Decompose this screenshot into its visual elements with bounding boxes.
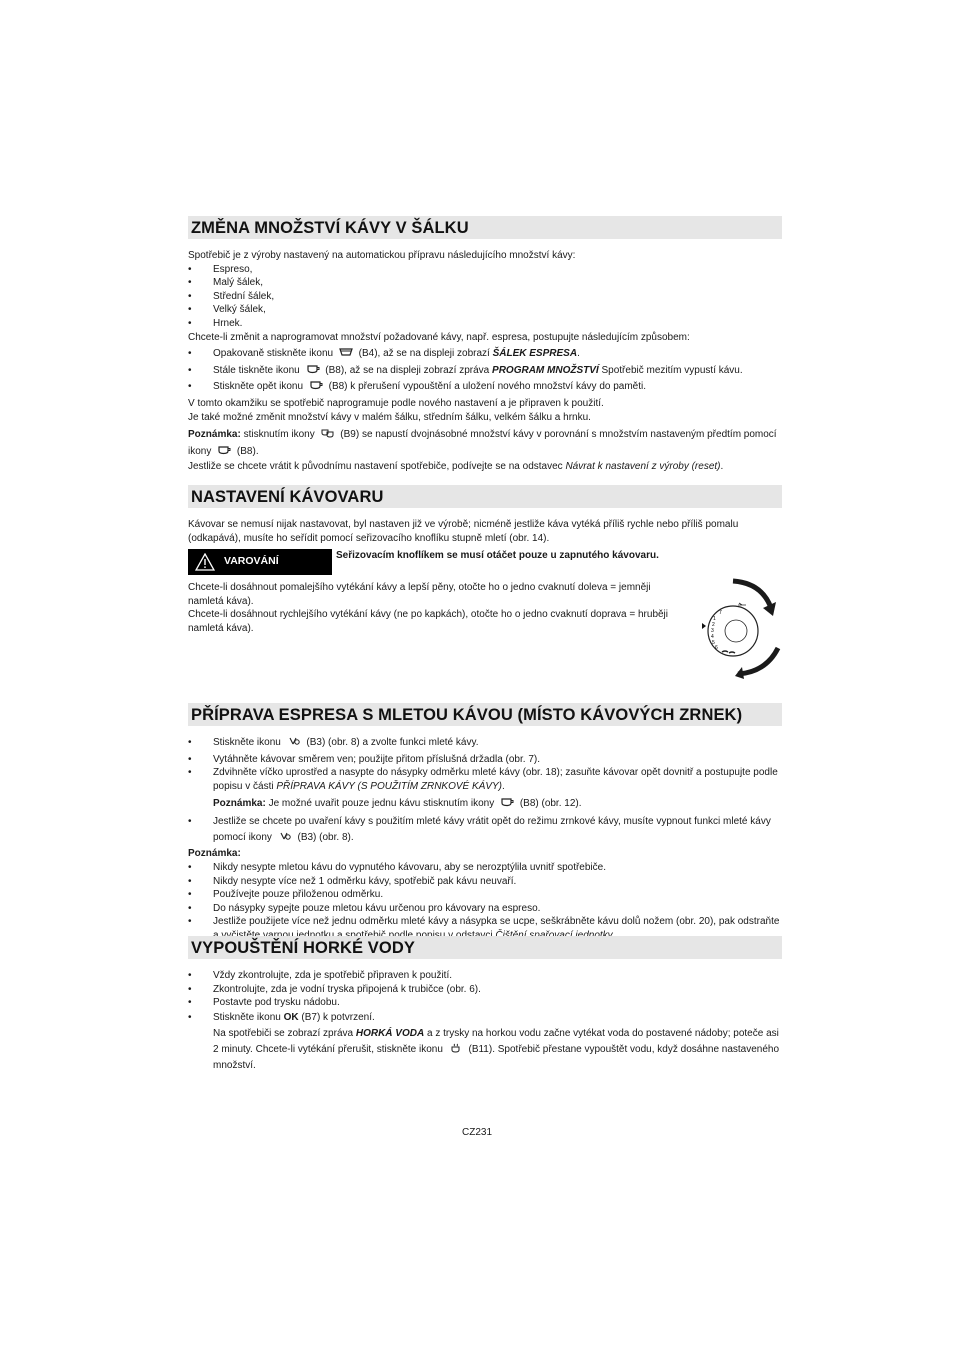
intro-text: Spotřebič je z výroby nastavený na automatickou přípravu následujícího množství kávy:	[188, 250, 576, 261]
hot-water-icon	[449, 1043, 463, 1053]
section-heading	[188, 703, 782, 726]
ground-coffee-icon	[287, 736, 301, 746]
ok-label: OK	[283, 1011, 299, 1023]
section-reference: PŘÍPRAVA KÁVY (S POUŽITÍM ZRNKOVÉ KÁVY)	[276, 780, 502, 792]
warning-label: VAROVÁNÍ	[224, 555, 279, 568]
text: Stiskněte opět ikonu	[213, 381, 304, 393]
list-item	[188, 736, 782, 750]
warning-text: Seřizovacím knoflíkem se musí otáčet pouze u zapnutého kávovaru.	[336, 550, 659, 562]
hot-water-steps	[188, 969, 782, 1074]
text: (B9) se napustí dvojnásobné množství kávy v porovnání s množstvím nastaveným předtím pomocí ikony	[188, 429, 777, 458]
rotation-arrowhead	[735, 667, 744, 679]
text: Stiskněte ikonu	[213, 1011, 281, 1023]
text: (B8), až se na displeji zobrazí zpráva	[325, 364, 490, 376]
text: (B8).	[236, 446, 259, 458]
ground-coffee-steps-cont	[188, 814, 782, 846]
dial-number: 4	[711, 634, 714, 640]
dial-pointer	[702, 623, 706, 629]
text: (B8) k přerušení vypouštění a uložení nového množství kávy do paměti.	[328, 381, 647, 393]
ground-coffee-notes	[188, 861, 782, 943]
dial-number: 6	[715, 645, 718, 651]
display-message: ŠÁLEK ESPRESA	[492, 348, 578, 360]
grinder-dial-figure	[700, 578, 785, 680]
list-item	[188, 364, 782, 378]
note-paragraph	[188, 426, 782, 460]
section-hot-water	[188, 936, 782, 1074]
section-heading	[188, 936, 782, 959]
cup-selector-icon	[339, 347, 353, 357]
two-cups-icon	[321, 428, 335, 438]
text: Jestliže se chcete po uvaření kávy s použitím mleté kávy vrátit opět do režimu zrnkové kávy, musíte vypnout funkci mleté kávy pomocí ikony	[213, 816, 771, 844]
section-heading	[188, 485, 782, 508]
list-item: • Hrnek.	[188, 317, 782, 331]
text: (B3) (obr. 8).	[297, 832, 354, 844]
list-item	[188, 347, 782, 361]
list-item: • Malý šálek,	[188, 276, 782, 290]
inline-note	[188, 795, 782, 812]
section-heading	[188, 216, 782, 239]
text: Jestliže se chcete vrátit k původnímu nastavení spotřebiče, podívejte se na odstavec	[188, 461, 563, 473]
note-label: Poznámka:	[188, 429, 241, 441]
text: stisknutím ikony	[243, 429, 315, 441]
ground-coffee-steps	[188, 736, 782, 793]
list-item: • Střední šálek,	[188, 290, 782, 304]
dial-number: 1	[713, 616, 716, 622]
list-item: • Espreso,	[188, 263, 782, 277]
arrow-mark	[738, 603, 746, 605]
text: Na spotřebiči se zobrazí zpráva	[213, 1027, 354, 1039]
list-item	[188, 1010, 782, 1074]
section-ground-coffee	[188, 703, 782, 943]
list-item	[188, 766, 782, 793]
list-item: • Vždy zkontrolujte, zda je spotřebič připraven k použití.	[188, 969, 782, 983]
heading-hot-water: VYPOUŠTĚNÍ HORKÉ VODY	[191, 939, 415, 957]
note-heading: Poznámka:	[188, 848, 241, 860]
list-item: • Do násypky sypejte pouze mletou kávu určenou pro kávovary na espreso.	[188, 902, 782, 916]
heading-coffee-quantity: ZMĚNA MNOŽSTVÍ KÁVY V ŠÁLKU	[191, 219, 469, 237]
after-text: V tomto okamžiku se spotřebič naprogramuje podle nového nastavení a je připraven k použití.	[188, 397, 604, 409]
one-cup-icon	[217, 445, 231, 455]
display-message: HORKÁ VODA	[355, 1027, 425, 1039]
slow-flow-text: Chcete-li dosáhnout pomalejšího vytékání kávy a lepší pěny, otočte ho o jedno cvaknutí doleva = jemněji namletá káva).	[188, 582, 651, 607]
intro-text: Kávovar se nemusí nijak nastavovat, byl nastaven již ve výrobě; nicméně jestliže káva vytéká příliš rychle nebo příliš pomalu (odkapává), musíte ho seřídit pomocí seřizovacího knoflíku stupně mletí (obr. 14).	[188, 519, 739, 544]
text: Jestliže použijete více než jednu odměrku mleté kávy a násypka se ucpe, seškrábněte kávu dolů nožem (obr. 20), pak odstraňte	[213, 916, 780, 928]
warning-badge	[188, 549, 332, 575]
one-cup-icon	[306, 364, 320, 374]
text: Spotřebič mezitím vypustí kávu.	[601, 364, 743, 376]
one-cup-icon	[500, 797, 514, 807]
dial-number: 3	[711, 628, 714, 634]
dial-inner	[725, 620, 747, 642]
text: Opakovaně stiskněte ikonu	[213, 348, 334, 360]
text: Stále tiskněte ikonu	[213, 364, 300, 376]
dial-number: 7	[719, 610, 722, 616]
text: Zdvihněte víčko uprostřed a nasypte do násypky odměrku mleté kávy (obr. 18); zasuňte kávovar opět dovnitř a postupujte podle popisu v části	[213, 767, 778, 792]
heading-grinder-adjustment: NASTAVENÍ KÁVOVARU	[191, 488, 384, 506]
dial-number: 2	[712, 622, 715, 628]
text: Stiskněte ikonu	[213, 737, 281, 748]
list-item	[188, 380, 782, 394]
ground-coffee-icon	[278, 831, 292, 841]
section-coffee-quantity	[188, 216, 782, 474]
text: (B11). Spotřebič přestane vypouštět vodu, když dosáhne nastaveného množství.	[213, 1043, 780, 1071]
change-intro: Chcete-li změnit a naprogramovat množství požadované kávy, např. espresa, postupujte následujícím způsobem:	[188, 331, 690, 343]
list-item: • Zkontrolujte, zda je vodní tryska připojená k trubičce (obr. 6).	[188, 983, 782, 997]
list-item: • Používejte pouze přiloženou odměrku.	[188, 888, 782, 902]
section-grinder-adjustment	[188, 485, 782, 636]
warning-row	[188, 549, 782, 575]
note-label: Poznámka:	[213, 798, 266, 810]
list-item: • Postavte pod trysku nádobu.	[188, 996, 782, 1010]
text: (B7) k potvrzení.	[301, 1011, 375, 1023]
list-item: • Velký šálek,	[188, 303, 782, 317]
fast-flow-text: Chcete-li dosáhnout rychlejšího vytékání kávy (ne po kapkách), otočte ho o jedno cvaknutí doprava = hruběji namletá káva).	[188, 609, 669, 634]
one-cup-icon	[309, 380, 323, 390]
text: .	[502, 780, 505, 792]
list-item: • Nikdy nesypte mletou kávu do vypnutého kávovaru, aby se nerozptýlila uvnitř spotřebiče.	[188, 861, 782, 875]
text: (B4), až se na displeji zobrazí	[358, 348, 490, 360]
list-item: • Nikdy nesypte více než 1 odměrku kávy, spotřebič pak kávu neuvaří.	[188, 875, 782, 889]
warning-triangle-icon	[195, 553, 215, 571]
reset-paragraph	[188, 460, 782, 474]
default-quantity-list	[188, 263, 782, 331]
after-text: Je také možné změnit množství kávy v malém šálku, středním šálku, velkém šálku a hrnku.	[188, 411, 591, 423]
page-number: CZ231	[461, 1127, 492, 1138]
display-message: PROGRAM MNOŽSTVÍ	[492, 364, 599, 376]
heading-ground-coffee: PŘÍPRAVA ESPRESA S MLETOU KÁVOU (MÍSTO KÁVOVÝCH ZRNEK)	[191, 706, 743, 724]
reset-reference: Návrat k nastavení z výroby (reset)	[565, 461, 721, 473]
rotation-arrow-left	[733, 581, 771, 608]
text: Je možné uvařit pouze jednu kávu stisknutím ikony	[268, 798, 495, 810]
program-steps	[188, 347, 782, 394]
text: a z trysky na horkou vodu začne vytékat voda do postavené nádoby; poteče asi 2 minuty. Chcete-li vytékání přerušit, stiskněte ikonu	[213, 1027, 779, 1055]
text: .	[720, 461, 724, 473]
list-item	[188, 814, 782, 846]
list-item: • Vytáhněte kávovar směrem ven; použijte přitom příslušná držadla (obr. 7).	[188, 753, 782, 767]
text: .	[577, 348, 580, 360]
text: (B3) (obr. 8) a zvolte funkci mleté kávy.	[306, 737, 479, 748]
text: (B8) (obr. 12).	[519, 798, 582, 810]
dial-number: 5	[712, 640, 715, 646]
